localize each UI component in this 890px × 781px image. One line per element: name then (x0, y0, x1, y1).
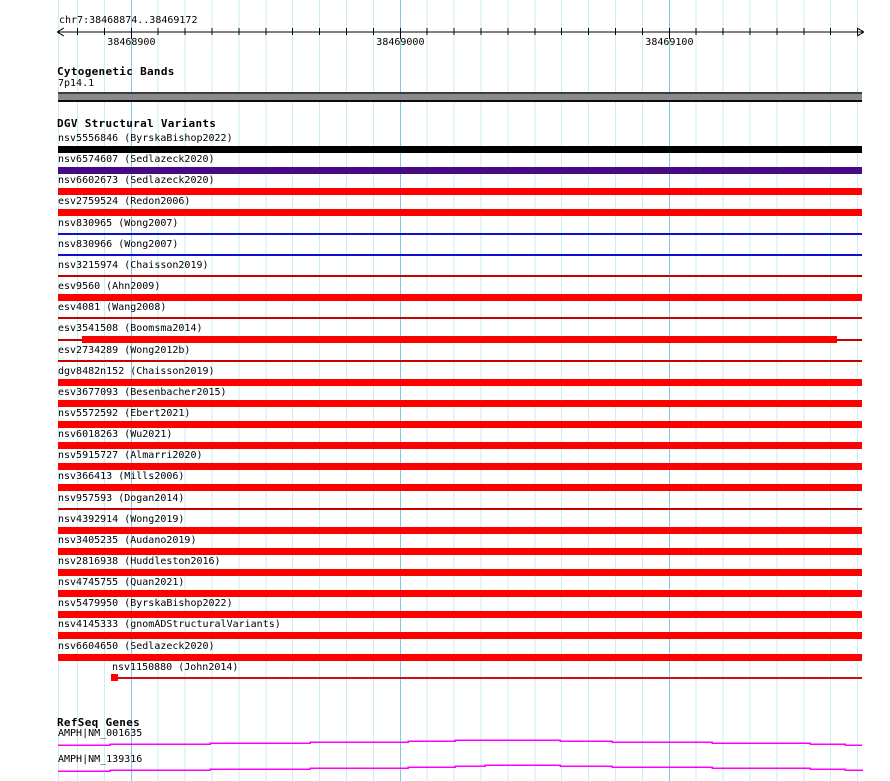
variant-label[interactable]: nsv6602673 (Sedlazeck2020) (58, 175, 215, 186)
region-title: chr7:38468874..38469172 (59, 15, 198, 26)
variant-label[interactable]: nsv830965 (Wong2007) (58, 218, 179, 229)
gene-intron-line[interactable] (58, 765, 862, 771)
variant-label[interactable]: esv3677093 (Besenbacher2015) (58, 387, 227, 398)
variant-label[interactable]: nsv6018263 (Wu2021) (58, 429, 173, 440)
gene-intron-line[interactable] (58, 740, 862, 745)
variant-label[interactable]: nsv3405235 (Audano2019) (58, 535, 197, 546)
variant-label[interactable]: nsv957593 (Dogan2014) (58, 493, 185, 504)
cytoband-label: 7p14.1 (58, 78, 95, 89)
variant-label[interactable]: nsv5915727 (Almarri2020) (58, 450, 203, 461)
variant-label[interactable]: esv3541508 (Boomsma2014) (58, 323, 203, 334)
variant-label[interactable]: nsv3215974 (Chaisson2019) (58, 260, 209, 271)
variant-label[interactable]: nsv2816938 (Huddleston2016) (58, 556, 221, 567)
ruler-tick-label: 38468900 (107, 37, 156, 48)
variant-label[interactable]: nsv4392914 (Wong2019) (58, 514, 185, 525)
variant-label[interactable]: nsv6574607 (Sedlazeck2020) (58, 154, 215, 165)
variant-label[interactable]: nsv5556846 (ByrskaBishop2022) (58, 133, 233, 144)
variant-label[interactable]: esv9560 (Ahn2009) (58, 281, 161, 292)
gene-label[interactable]: AMPH|NM_139316 (58, 754, 143, 765)
variant-label[interactable]: esv4081 (Wang2008) (58, 302, 167, 313)
ruler-tick-label: 38469000 (376, 37, 425, 48)
variant-label[interactable]: esv2759524 (Redon2006) (58, 196, 191, 207)
variant-label[interactable]: nsv6604650 (Sedlazeck2020) (58, 641, 215, 652)
gene-label[interactable]: AMPH|NM_001635 (58, 728, 143, 739)
variant-label[interactable]: nsv5479950 (ByrskaBishop2022) (58, 598, 233, 609)
ruler-tick-label: 38469100 (645, 37, 694, 48)
variant-label[interactable]: nsv366413 (Mills2006) (58, 471, 185, 482)
variant-label[interactable]: nsv4745755 (Quan2021) (58, 577, 185, 588)
track-header-cytogenetic-bands: Cytogenetic Bands (57, 65, 175, 78)
track-header-refseq-genes: RefSeq Genes (57, 716, 141, 729)
variant-label[interactable]: esv2734289 (Wong2012b) (58, 345, 191, 356)
variant-label[interactable]: dgv8482n152 (Chaisson2019) (58, 366, 215, 377)
variant-label[interactable]: nsv1150880 (John2014) (112, 662, 239, 673)
track-header-dgv-structural-variants: DGV Structural Variants (57, 117, 217, 130)
variant-label[interactable]: nsv830966 (Wong2007) (58, 239, 179, 250)
variant-label[interactable]: nsv4145333 (gnomADStructuralVariants) (58, 619, 281, 630)
variant-label[interactable]: nsv5572592 (Ebert2021) (58, 408, 191, 419)
